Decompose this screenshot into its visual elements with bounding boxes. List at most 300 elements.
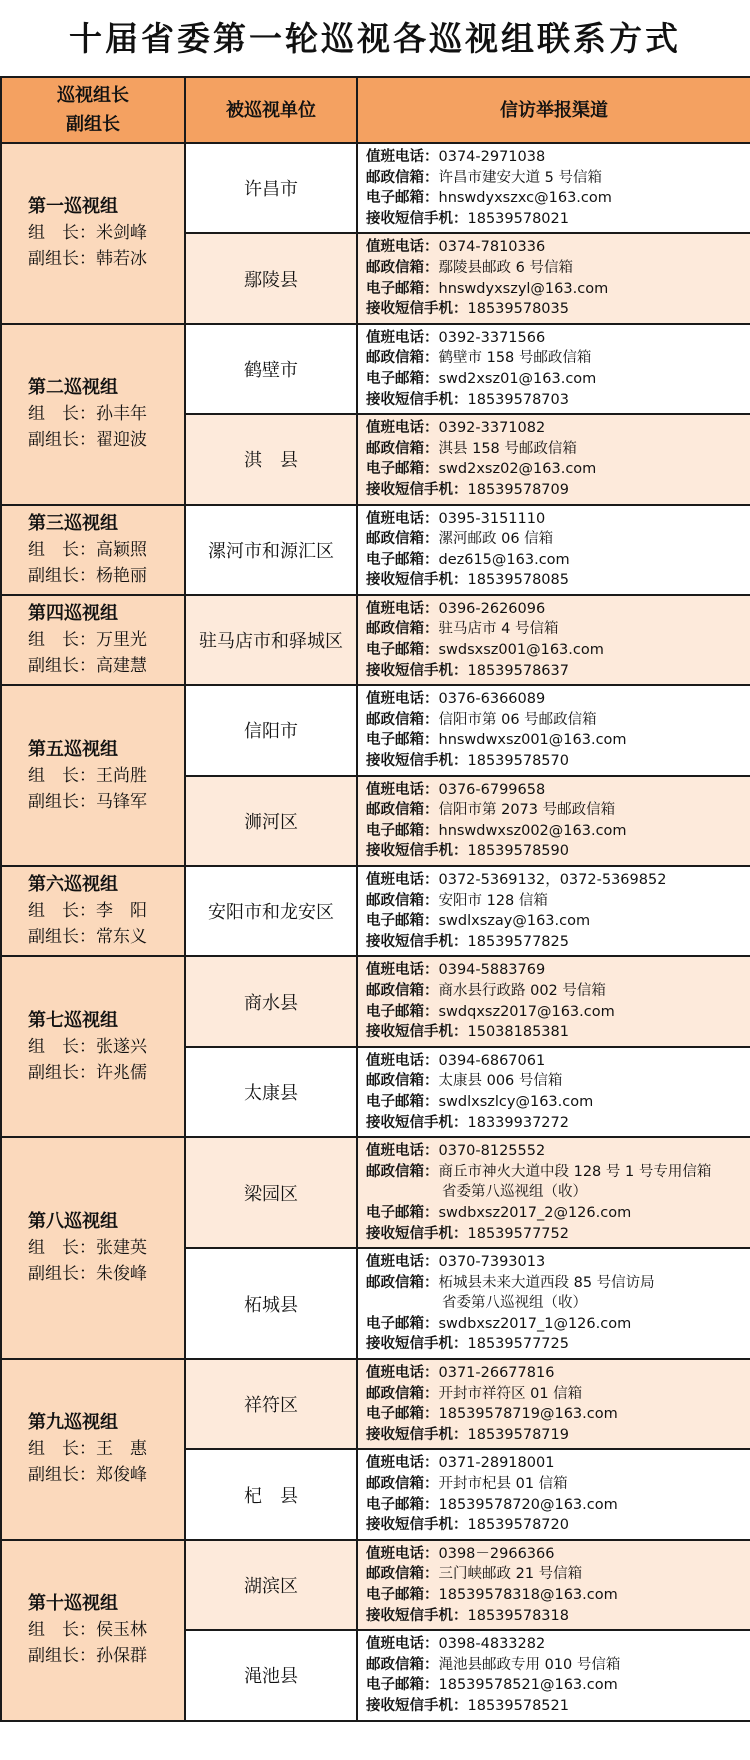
sms-label: 接收短信手机： — [366, 210, 468, 227]
postal-label: 邮政信箱： — [366, 169, 439, 186]
email-line — [366, 640, 744, 661]
email-value: swd2xsz02@163.com — [438, 461, 597, 478]
contact-cell — [357, 414, 750, 504]
group-name: 第二巡视组 — [28, 377, 118, 399]
contact-cell — [357, 1137, 750, 1248]
email-label: 电子邮箱： — [366, 280, 439, 297]
postal-value: 驻马店市 4 号信箱 — [438, 621, 559, 638]
email-line — [366, 911, 744, 932]
header-leaders — [1, 77, 185, 143]
postal-line-continued — [366, 1182, 744, 1203]
postal-value: 信阳市第 06 号邮政信箱 — [438, 711, 597, 728]
inspected-unit: 鹤壁市 — [185, 324, 357, 414]
table-row — [1, 1137, 750, 1248]
sms-value: 18539578719 — [467, 1426, 569, 1443]
phone-label: 值班电话： — [366, 510, 439, 527]
phone-label: 值班电话： — [366, 1545, 439, 1562]
sms-label: 接收短信手机： — [366, 1697, 468, 1714]
phone-value: 0398-4833282 — [438, 1636, 546, 1653]
phone-line — [366, 780, 744, 801]
sms-value: 18539578035 — [467, 301, 569, 318]
group-leader: 组 长：王 惠 — [28, 1439, 147, 1460]
sms-line — [366, 1515, 744, 1536]
contact-cell — [357, 1359, 750, 1449]
group-leader: 组 长：张建英 — [28, 1238, 147, 1259]
email-label: 电子邮箱： — [366, 370, 439, 387]
inspected-unit: 祥符区 — [185, 1359, 357, 1449]
postal-value: 三门峡邮政 21 号信箱 — [438, 1566, 583, 1583]
postal-value: 许昌市建安大道 5 号信箱 — [438, 169, 602, 186]
group-deputy: 副组长：朱俊峰 — [28, 1264, 147, 1285]
sms-line — [366, 299, 744, 320]
postal-label: 邮政信箱： — [366, 1476, 439, 1493]
inspected-unit: 梁园区 — [185, 1137, 357, 1248]
postal-value: 商丘市神火大道中段 128 号 1 号专用信箱 — [438, 1163, 712, 1180]
sms-label: 接收短信手机： — [366, 753, 468, 770]
postal-label: 邮政信箱： — [366, 259, 439, 276]
email-label: 电子邮箱： — [366, 913, 439, 930]
email-line — [366, 1675, 744, 1696]
phone-label: 值班电话： — [366, 239, 439, 256]
phone-line — [366, 1453, 744, 1474]
sms-value: 18539578318 — [467, 1607, 569, 1624]
group-cell — [1, 143, 185, 324]
sms-label: 接收短信手机： — [366, 1517, 468, 1534]
postal-value-continued: 省委第八巡视组（收） — [442, 1184, 587, 1201]
sms-label: 接收短信手机： — [366, 481, 468, 498]
postal-label: 邮政信箱： — [366, 982, 439, 999]
inspected-unit: 漯河市和源汇区 — [185, 505, 357, 595]
header-unit: 被巡视单位 — [185, 77, 357, 143]
postal-line — [366, 1564, 744, 1585]
header-channels: 信访举报渠道 — [357, 77, 750, 143]
sms-line — [366, 932, 744, 953]
postal-line — [366, 619, 744, 640]
postal-label: 邮政信箱： — [366, 1163, 439, 1180]
email-line — [366, 1585, 744, 1606]
postal-label: 邮政信箱： — [366, 1656, 439, 1673]
email-label: 电子邮箱： — [366, 1315, 439, 1332]
phone-value: 0370-8125552 — [438, 1143, 546, 1160]
sms-value: 18539578703 — [467, 391, 569, 408]
phone-value: 0394-5883769 — [438, 962, 546, 979]
sms-label: 接收短信手机： — [366, 1225, 468, 1242]
postal-value: 信阳市第 2073 号邮政信箱 — [438, 802, 616, 819]
phone-label: 值班电话： — [366, 1052, 439, 1069]
sms-line — [366, 751, 744, 772]
email-label: 电子邮箱： — [366, 642, 439, 659]
inspected-unit: 许昌市 — [185, 143, 357, 233]
sms-label: 接收短信手机： — [366, 843, 468, 860]
group-leader: 组 长：张遂兴 — [28, 1036, 147, 1057]
group-cell — [1, 1540, 185, 1721]
postal-value: 淇县 158 号邮政信箱 — [438, 440, 577, 457]
postal-value: 安阳市 128 信箱 — [438, 892, 548, 909]
inspected-unit: 湖滨区 — [185, 1540, 357, 1630]
postal-label: 邮政信箱： — [366, 1274, 439, 1291]
phone-line — [366, 1051, 744, 1072]
group-deputy: 副组长：杨艳丽 — [28, 565, 147, 586]
sms-line — [366, 1425, 744, 1446]
phone-line — [366, 1363, 744, 1384]
email-value: 18539578318@163.com — [438, 1587, 618, 1603]
group-cell — [1, 956, 185, 1137]
phone-line — [366, 1252, 744, 1273]
inspected-unit: 柘城县 — [185, 1248, 357, 1359]
postal-label: 邮政信箱： — [366, 1385, 439, 1402]
email-value: 18539578719@163.com — [438, 1406, 618, 1423]
postal-line — [366, 1071, 744, 1092]
group-name: 第四巡视组 — [28, 603, 118, 625]
group-leader: 组 长：米剑峰 — [28, 223, 147, 244]
inspected-unit: 鄢陵县 — [185, 233, 357, 323]
email-value: swd2xsz01@163.com — [438, 370, 597, 387]
contact-cell — [357, 685, 750, 775]
postal-label: 邮政信箱： — [366, 892, 439, 909]
email-value: dez615@163.com — [438, 551, 570, 568]
postal-value: 漯河邮政 06 信箱 — [438, 531, 554, 548]
contact-cell — [357, 505, 750, 595]
phone-line — [366, 418, 744, 439]
email-label: 电子邮箱： — [366, 190, 439, 207]
email-line — [366, 1404, 744, 1425]
email-value: swdbxsz2017_2@126.com — [438, 1204, 632, 1221]
group-name: 第九巡视组 — [28, 1412, 118, 1434]
table-row — [1, 1540, 750, 1630]
group-name: 第五巡视组 — [28, 738, 118, 760]
postal-value: 开封市杞县 01 信箱 — [438, 1476, 568, 1493]
postal-line — [366, 348, 744, 369]
email-label: 电子邮箱： — [366, 1003, 439, 1020]
group-deputy: 副组长：常东义 — [28, 927, 147, 948]
sms-value: 18539578570 — [467, 753, 569, 770]
contact-cell — [357, 1449, 750, 1539]
sms-line — [366, 841, 744, 862]
email-line — [366, 730, 744, 751]
inspected-unit: 驻马店市和驿城区 — [185, 595, 357, 685]
email-value: hnswdyxszxc@163.com — [438, 190, 612, 207]
postal-value: 商水县行政路 002 号信箱 — [438, 982, 606, 999]
inspected-unit: 渑池县 — [185, 1630, 357, 1720]
sms-label: 接收短信手机： — [366, 1607, 468, 1624]
email-label: 电子邮箱： — [366, 461, 439, 478]
postal-line — [366, 891, 744, 912]
email-label: 电子邮箱： — [366, 732, 439, 749]
sms-value: 18539578720 — [467, 1517, 569, 1534]
email-line — [366, 1495, 744, 1516]
email-label: 电子邮箱： — [366, 1496, 439, 1513]
sms-value: 18539578590 — [467, 843, 569, 860]
table-row — [1, 595, 750, 685]
postal-line — [366, 800, 744, 821]
group-name: 第八巡视组 — [28, 1211, 118, 1233]
sms-value: 18539577752 — [467, 1225, 569, 1242]
group-deputy: 副组长：郑俊峰 — [28, 1465, 147, 1486]
sms-label: 接收短信手机： — [366, 1336, 468, 1353]
phone-line — [366, 1141, 744, 1162]
group-leader: 组 长：侯玉林 — [28, 1620, 147, 1641]
sms-line — [366, 1606, 744, 1627]
sms-line — [366, 1224, 744, 1245]
sms-label: 接收短信手机： — [366, 1114, 468, 1131]
contact-cell — [357, 866, 750, 956]
email-value: swdlxszay@163.com — [438, 913, 591, 930]
sms-value: 15038185381 — [467, 1024, 569, 1041]
phone-label: 值班电话： — [366, 149, 439, 165]
group-name: 第七巡视组 — [28, 1009, 118, 1031]
email-label: 电子邮箱： — [366, 1677, 439, 1694]
phone-label: 值班电话： — [366, 1254, 439, 1271]
sms-line — [366, 480, 744, 501]
email-label: 电子邮箱： — [366, 1406, 439, 1423]
phone-label: 值班电话： — [366, 1636, 439, 1653]
postal-value: 渑池县邮政专用 010 号信箱 — [438, 1656, 621, 1673]
email-value: 18539578521@163.com — [438, 1677, 618, 1694]
group-deputy: 副组长：韩若冰 — [28, 249, 147, 270]
postal-label: 邮政信箱： — [366, 531, 439, 548]
group-deputy: 副组长：翟迎波 — [28, 430, 147, 451]
sms-value: 18539578021 — [467, 210, 569, 227]
sms-value: 18539577825 — [467, 933, 569, 950]
sms-value: 18539578521 — [467, 1697, 569, 1714]
sms-value: 18339937272 — [467, 1114, 569, 1131]
sms-line — [366, 661, 744, 682]
table-row — [1, 956, 750, 1046]
phone-line — [366, 1544, 744, 1565]
contact-cell — [357, 956, 750, 1046]
sms-line — [366, 1696, 744, 1717]
group-leader: 组 长：李 阳 — [28, 901, 147, 922]
contact-cell — [357, 1630, 750, 1720]
email-line — [366, 1314, 744, 1335]
table-row — [1, 685, 750, 775]
postal-label: 邮政信箱： — [366, 1566, 439, 1583]
inspected-unit: 淇 县 — [185, 414, 357, 504]
sms-line — [366, 1334, 744, 1355]
phone-value: 0374-7810336 — [438, 239, 546, 256]
email-value: hnswdyxszyl@163.com — [438, 280, 609, 297]
postal-label: 邮政信箱： — [366, 621, 439, 638]
postal-line — [366, 1384, 744, 1405]
sms-line — [366, 1113, 744, 1134]
group-cell — [1, 595, 185, 685]
sms-value: 18539578637 — [467, 662, 569, 679]
email-label: 电子邮箱： — [366, 1204, 439, 1221]
phone-label: 值班电话： — [366, 1455, 439, 1472]
postal-line — [366, 710, 744, 731]
postal-value: 鄢陵县邮政 6 号信箱 — [438, 259, 573, 276]
phone-value: 0374-2971038 — [438, 149, 546, 165]
table-row — [1, 1359, 750, 1449]
group-name: 第一巡视组 — [28, 196, 118, 218]
group-cell — [1, 685, 185, 866]
postal-line — [366, 981, 744, 1002]
sms-line — [366, 1022, 744, 1043]
sms-line — [366, 570, 744, 591]
phone-line — [366, 237, 744, 258]
phone-value: 0394-6867061 — [438, 1052, 546, 1069]
group-cell — [1, 1137, 185, 1359]
postal-label: 邮政信箱： — [366, 350, 439, 367]
phone-label: 值班电话： — [366, 691, 439, 708]
email-line — [366, 459, 744, 480]
table-row — [1, 143, 750, 233]
postal-line-continued — [366, 1293, 744, 1314]
postal-line — [366, 1162, 744, 1183]
phone-line — [366, 599, 744, 620]
postal-label: 邮政信箱： — [366, 802, 439, 819]
phone-value: 0396-2626096 — [438, 600, 546, 617]
group-cell — [1, 1359, 185, 1540]
phone-value: 0370-7393013 — [438, 1254, 546, 1271]
postal-line — [366, 168, 744, 189]
sms-label: 接收短信手机： — [366, 933, 468, 950]
phone-value: 0372-5369132，0372-5369852 — [438, 872, 667, 888]
email-line — [366, 821, 744, 842]
phone-line — [366, 1634, 744, 1655]
sms-value: 18539577725 — [467, 1336, 569, 1353]
email-value: hnswdwxsz001@163.com — [438, 732, 627, 749]
email-line — [366, 550, 744, 571]
postal-line — [366, 529, 744, 550]
group-leader: 组 长：高颖照 — [28, 539, 147, 560]
phone-value: 0376-6366089 — [438, 691, 546, 708]
group-leader: 组 长：孙丰年 — [28, 404, 147, 425]
group-name: 第三巡视组 — [28, 512, 118, 534]
email-value: 18539578720@163.com — [438, 1496, 618, 1513]
contact-cell — [357, 595, 750, 685]
phone-label: 值班电话： — [366, 1365, 439, 1382]
table-header-row — [1, 77, 750, 143]
table-row — [1, 505, 750, 595]
phone-label: 值班电话： — [366, 962, 439, 979]
phone-value: 0371-28918001 — [438, 1455, 555, 1472]
phone-label: 值班电话： — [366, 1143, 439, 1160]
postal-line — [366, 1273, 744, 1294]
contact-cell — [357, 1248, 750, 1359]
email-label: 电子邮箱： — [366, 1587, 439, 1603]
email-value: swdbxsz2017_1@126.com — [438, 1315, 632, 1332]
email-line — [366, 1092, 744, 1113]
group-deputy: 副组长：孙保群 — [28, 1646, 147, 1667]
postal-value: 太康县 006 号信箱 — [438, 1073, 563, 1090]
email-line — [366, 279, 744, 300]
group-cell — [1, 324, 185, 505]
email-line — [366, 1203, 744, 1224]
postal-line — [366, 439, 744, 460]
phone-label: 值班电话： — [366, 600, 439, 617]
group-leader: 组 长：王尚胜 — [28, 765, 147, 786]
group-name: 第六巡视组 — [28, 874, 118, 896]
group-cell — [1, 866, 185, 956]
email-value: swdqxsz2017@163.com — [438, 1003, 615, 1020]
sms-label: 接收短信手机： — [366, 1024, 468, 1041]
phone-label: 值班电话： — [366, 781, 439, 798]
email-label: 电子邮箱： — [366, 1093, 439, 1110]
group-cell — [1, 505, 185, 595]
phone-label: 值班电话： — [366, 329, 439, 346]
contact-cell — [357, 233, 750, 323]
phone-label: 值班电话： — [366, 872, 439, 888]
postal-line — [366, 1655, 744, 1676]
phone-line — [366, 870, 744, 891]
postal-label: 邮政信箱： — [366, 1073, 439, 1090]
sms-label: 接收短信手机： — [366, 1426, 468, 1443]
sms-line — [366, 390, 744, 411]
table-row — [1, 324, 750, 414]
postal-label: 邮政信箱： — [366, 711, 439, 728]
phone-value: 0392-3371082 — [438, 420, 546, 437]
phone-line — [366, 328, 744, 349]
phone-value: 0395-3151110 — [438, 510, 546, 527]
inspected-unit: 安阳市和龙安区 — [185, 866, 357, 956]
contact-cell — [357, 1047, 750, 1137]
sms-label: 接收短信手机： — [366, 572, 468, 589]
header-leaders-line1: 巡视组长 — [57, 85, 129, 106]
phone-line — [366, 960, 744, 981]
inspected-unit: 信阳市 — [185, 685, 357, 775]
group-leader: 组 长：万里光 — [28, 630, 147, 651]
sms-value: 18539578709 — [467, 481, 569, 498]
inspected-unit: 浉河区 — [185, 776, 357, 866]
postal-value: 鹤壁市 158 号邮政信箱 — [438, 350, 592, 367]
sms-label: 接收短信手机： — [366, 391, 468, 408]
sms-label: 接收短信手机： — [366, 301, 468, 318]
postal-value: 柘城县未来大道西段 85 号信访局 — [438, 1274, 655, 1291]
phone-value: 0392-3371566 — [438, 329, 546, 346]
email-line — [366, 1002, 744, 1023]
inspected-unit: 商水县 — [185, 956, 357, 1046]
group-deputy: 副组长：高建慧 — [28, 656, 147, 677]
group-deputy: 副组长：马锋军 — [28, 791, 147, 812]
table-row — [1, 866, 750, 956]
contact-cell — [357, 324, 750, 414]
postal-label: 邮政信箱： — [366, 440, 439, 457]
phone-value: 0371-26677816 — [438, 1365, 555, 1382]
postal-value: 开封市祥符区 01 信箱 — [438, 1385, 583, 1402]
sms-line — [366, 209, 744, 230]
sms-label: 接收短信手机： — [366, 662, 468, 679]
group-deputy: 副组长：许兆儒 — [28, 1062, 147, 1083]
email-line — [366, 369, 744, 390]
phone-label: 值班电话： — [366, 420, 439, 437]
contact-cell — [357, 1540, 750, 1630]
inspected-unit: 杞 县 — [185, 1449, 357, 1539]
phone-value: 0376-6799658 — [438, 781, 546, 798]
email-value: swdsxsz001@163.com — [438, 642, 604, 659]
phone-line — [366, 147, 744, 168]
sms-value: 18539578085 — [467, 572, 569, 589]
group-name: 第十巡视组 — [28, 1593, 118, 1615]
email-label: 电子邮箱： — [366, 822, 439, 839]
inspected-unit: 太康县 — [185, 1047, 357, 1137]
email-line — [366, 188, 744, 209]
postal-value-continued: 省委第八巡视组（收） — [442, 1295, 587, 1312]
postal-line — [366, 1474, 744, 1495]
email-value: swdlxszlcy@163.com — [438, 1093, 594, 1110]
header-leaders-line2: 副组长 — [66, 114, 120, 135]
phone-line — [366, 689, 744, 710]
phone-line — [366, 509, 744, 530]
postal-line — [366, 258, 744, 279]
phone-value: 0398－2966366 — [438, 1545, 555, 1562]
email-label: 电子邮箱： — [366, 551, 439, 568]
contact-cell — [357, 143, 750, 233]
contact-cell — [357, 776, 750, 866]
email-value: hnswdwxsz002@163.com — [438, 822, 627, 839]
contact-table — [0, 76, 750, 1722]
page-title: 十届省委第一轮巡视各巡视组联系方式 — [69, 18, 681, 58]
